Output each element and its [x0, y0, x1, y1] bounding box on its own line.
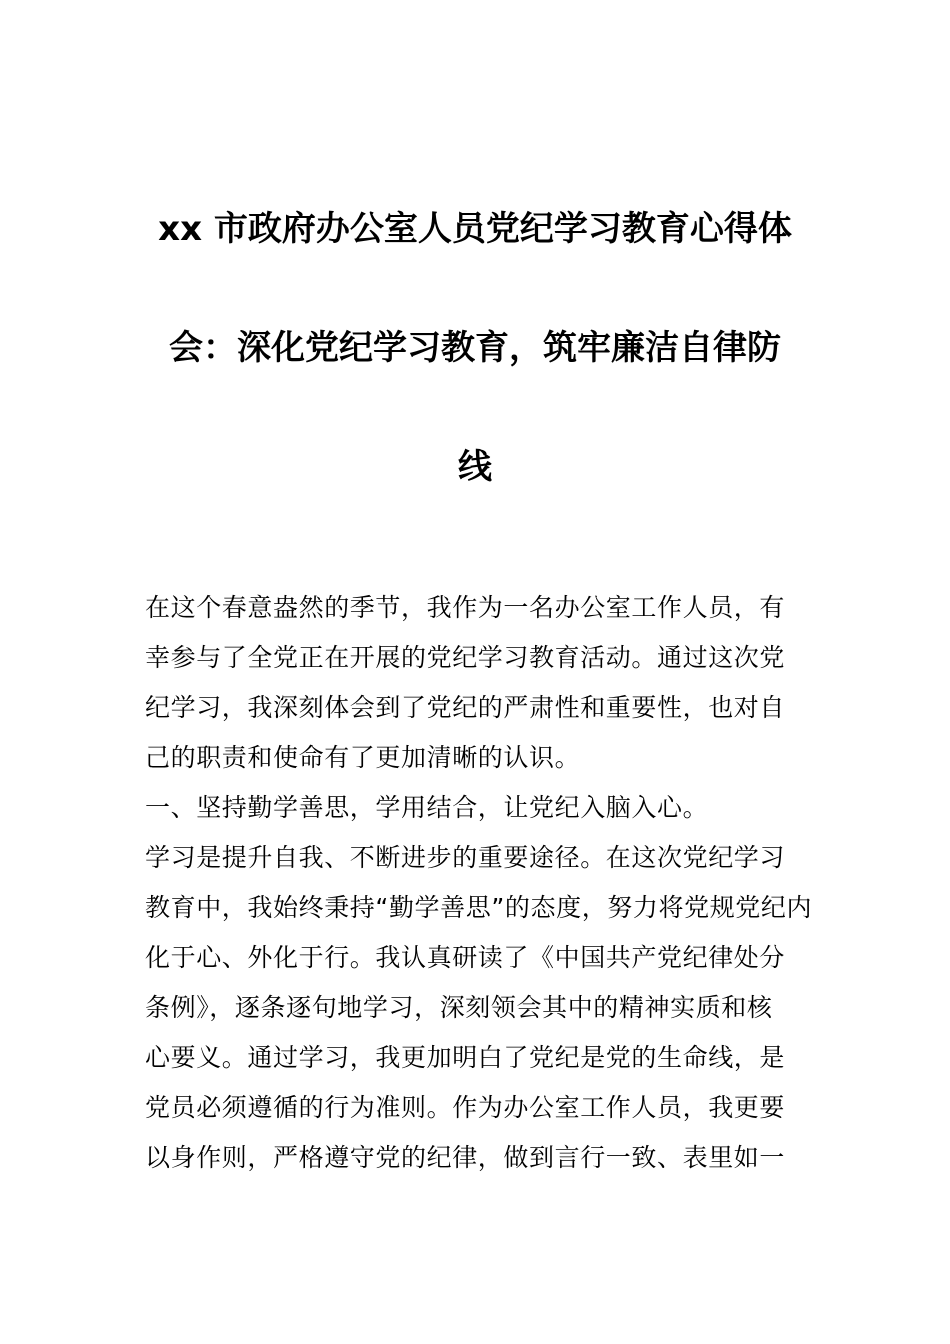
- body-paragraph-line: 纪学习，我深刻体会到了党纪的严肃性和重要性，也对自: [145, 693, 786, 722]
- document-title-line-1: xx 市政府办公室人员党纪学习教育心得体: [158, 209, 792, 249]
- body-paragraph-line: 在这个春意盎然的季节，我作为一名办公室工作人员，有: [145, 593, 786, 622]
- body-paragraph-line: 学习是提升自我、不断进步的重要途径。在这次党纪学习: [145, 843, 786, 872]
- body-paragraph-line: 己的职责和使命有了更加清晰的认识。: [145, 743, 581, 772]
- section-heading: 一、坚持勤学善思，学用结合，让党纪入脑入心。: [145, 793, 709, 822]
- body-paragraph-line: 条例》，逐条逐句地学习，深刻领会其中的精神实质和核: [145, 993, 773, 1022]
- document-body: [145, 588, 815, 1188]
- body-paragraph-line: 心要义。通过学习，我更加明白了党纪是党的生命线，是: [145, 1043, 786, 1072]
- body-paragraph-line: 幸参与了全党正在开展的党纪学习教育活动。通过这次党: [145, 643, 786, 672]
- body-paragraph-line: 化于心、外化于行。我认真研读了《中国共产党纪律处分: [145, 943, 786, 972]
- body-paragraph-line: 以身作则，严格遵守党的纪律，做到言行一致、表里如一: [145, 1143, 786, 1172]
- body-paragraph-line: 教育中，我始终秉持“勤学善思”的态度，努力将党规党纪内: [145, 893, 813, 922]
- body-paragraph-line: 党员必须遵循的行为准则。作为办公室工作人员，我更要: [145, 1093, 786, 1122]
- document-title-line-2: 会：深化党纪学习教育，筑牢廉洁自律防: [169, 328, 781, 368]
- document-title-line-3: 线: [458, 447, 492, 487]
